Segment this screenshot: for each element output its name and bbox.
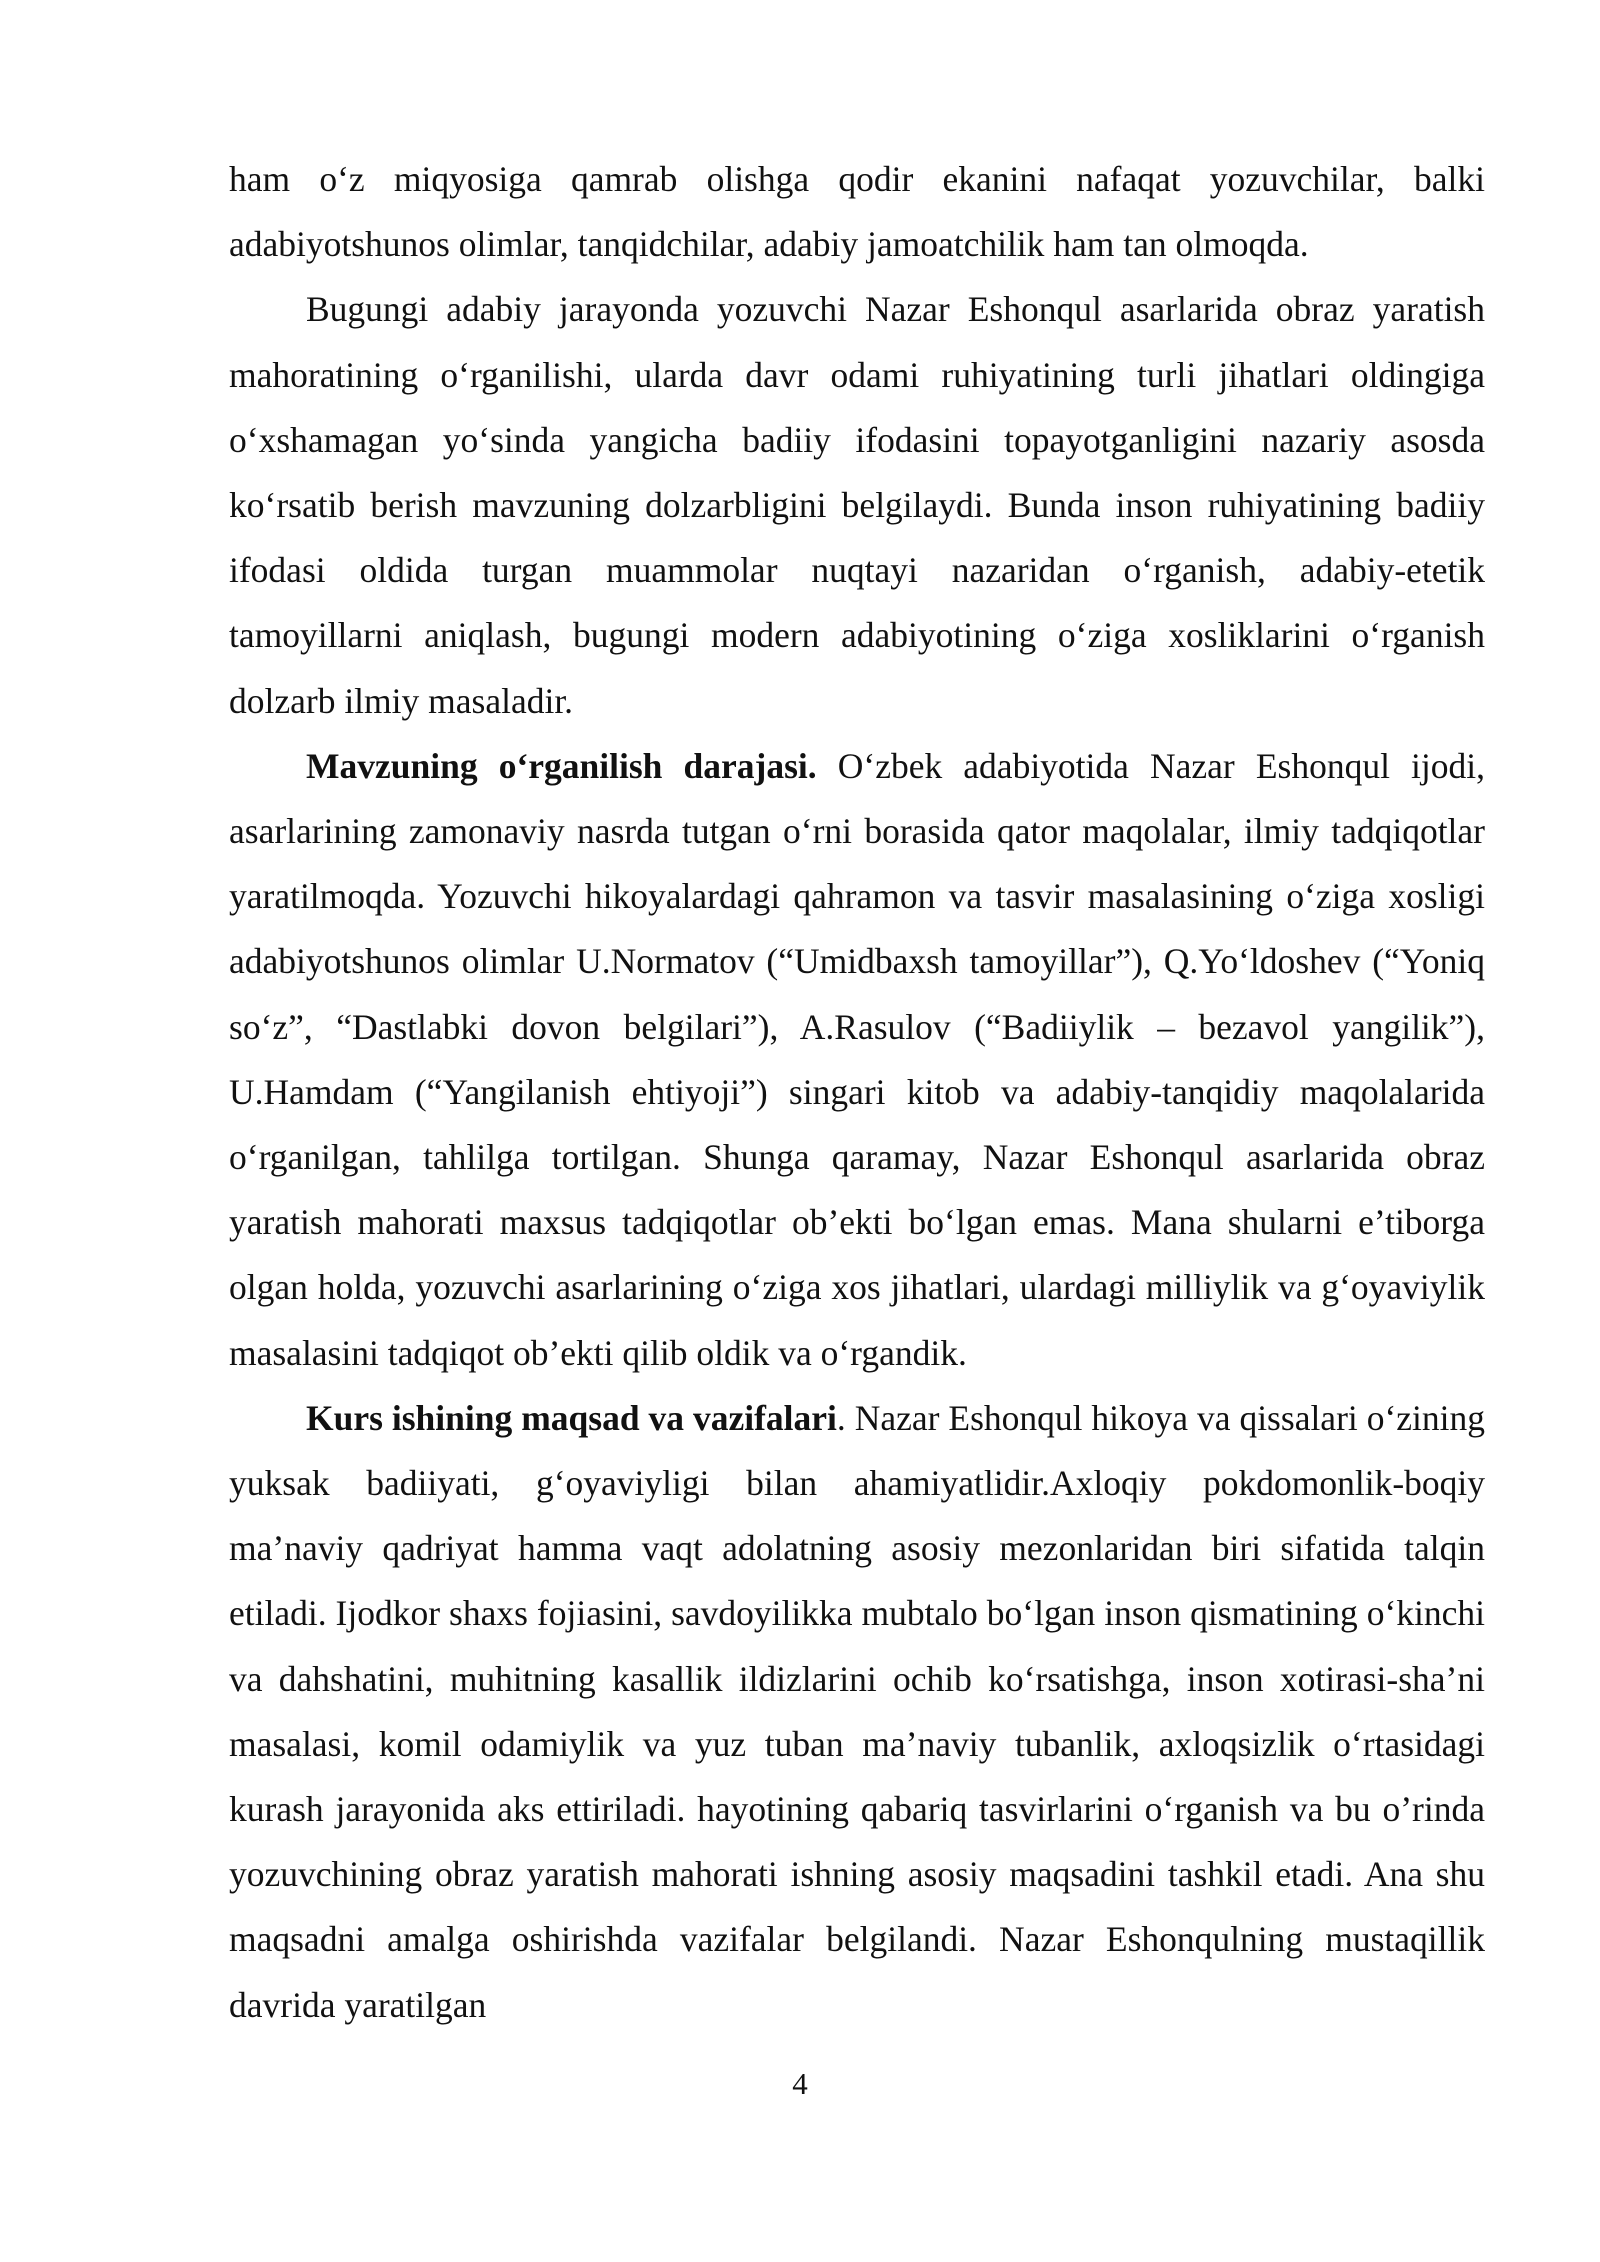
- paragraph-goals: [229, 1386, 1485, 2038]
- paragraph-text: O‘zbek adabiyotida Nazar Eshonqul ijodi, asarlarining zamonaviy nasrda tutgan o‘rni borasida qator maqolalar, ilmiy tadqiqotlar yaratilmoqda. Yozuvchi hikoyalardagi qahramon va tasvir masalasining o‘ziga xosligi adabiyotshunos olimlar U.Normatov (“Umidbaxsh tamoyillar”), Q.Yo‘ldoshev (“Yoniq so‘z”, “Dastlabki dovon belgilari”), A.Rasulov (“Badiiylik – bezavol yangilik”), U.Hamdam (“Yangilanish ehtiyoji”) singari kitob va adabiy-tanqidiy maqolalarida o‘rganilgan, tahlilga tortilgan. Shunga qaramay, Nazar Eshonqul asarlarida obraz yaratish mahorati maxsus tadqiqotlar ob’ekti bo‘lgan emas. Mana shularni e’tiborga olgan holda, yozuvchi asarlarining o‘ziga xos jihatlari, ulardagi milliylik va g‘oyaviylik masalasini tadqiqot ob’ekti qilib oldik va o‘rgandik.: [229, 745, 1485, 1373]
- paragraph-study-level: [229, 734, 1485, 1386]
- body-text: [229, 147, 1485, 2038]
- run-in-heading: Mavzuning o‘rganilish darajasi.: [306, 745, 817, 786]
- run-in-heading: Kurs ishining maqsad va vazifalari: [306, 1397, 837, 1438]
- page-number: 4: [792, 2066, 808, 2101]
- paragraph-relevance: [229, 277, 1485, 733]
- paragraph-continuation: [229, 147, 1485, 277]
- paragraph-text: Bugungi adabiy jarayonda yozuvchi Nazar Eshonqul asarlarida obraz yaratish mahoratining o‘rganilishi, ularda davr odami ruhiyatining turli jihatlari oldingiga o‘xshamagan yo‘sinda yangicha badiiy ifodasini topayotganligini nazariy asosda ko‘rsatib berish mavzuning dolzarbligini belgilaydi. Bunda inson ruhiyatining badiiy ifodasi oldida turgan muammolar nuqtayi nazaridan o‘rganish, adabiy-etetik tamoyillarni aniqlash, bugungi modern adabiyotining o‘ziga xosliklarini o‘rganish dolzarb ilmiy masaladir.: [229, 289, 1485, 721]
- paragraph-text: . Nazar Eshonqul hikoya va qissalari o‘zining yuksak badiiyati, g‘oyaviyligi bilan ahamiyatlidir.Axloqiy pokdomonlik-boqiy ma’naviy qadriyat hamma vaqt adolatning asosiy mezonlaridan biri sifatida talqin etiladi. Ijodkor shaxs fojiasini, savdoyilikka mubtalo bo‘lgan inson qismatining o‘kinchi va dahshatini, muhitning kasallik ildizlarini ochib ko‘rsatishga, inson xotirasi-sha’ni masalasi, komil odamiylik va yuz tuban ma’naviy tubanlik, axloqsizlik o‘rtasidagi kurash jarayonida aks ettiriladi. hayotining qabariq tasvirlarini o‘rganish va bu o’rinda yozuvchining obraz yaratish mahorati ishning asosiy maqsadini tashkil etadi. Ana shu maqsadni amalga oshirishda vazifalar belgilandi. Nazar Eshonqulning mustaqillik davrida yaratilgan: [229, 1397, 1485, 2025]
- paragraph-text: ham o‘z miqyosiga qamrab olishga qodir ekanini nafaqat yozuvchilar, balki adabiyotshunos olimlar, tanqidchilar, adabiy jamoatchilik ham tan olmoqda.: [229, 159, 1485, 265]
